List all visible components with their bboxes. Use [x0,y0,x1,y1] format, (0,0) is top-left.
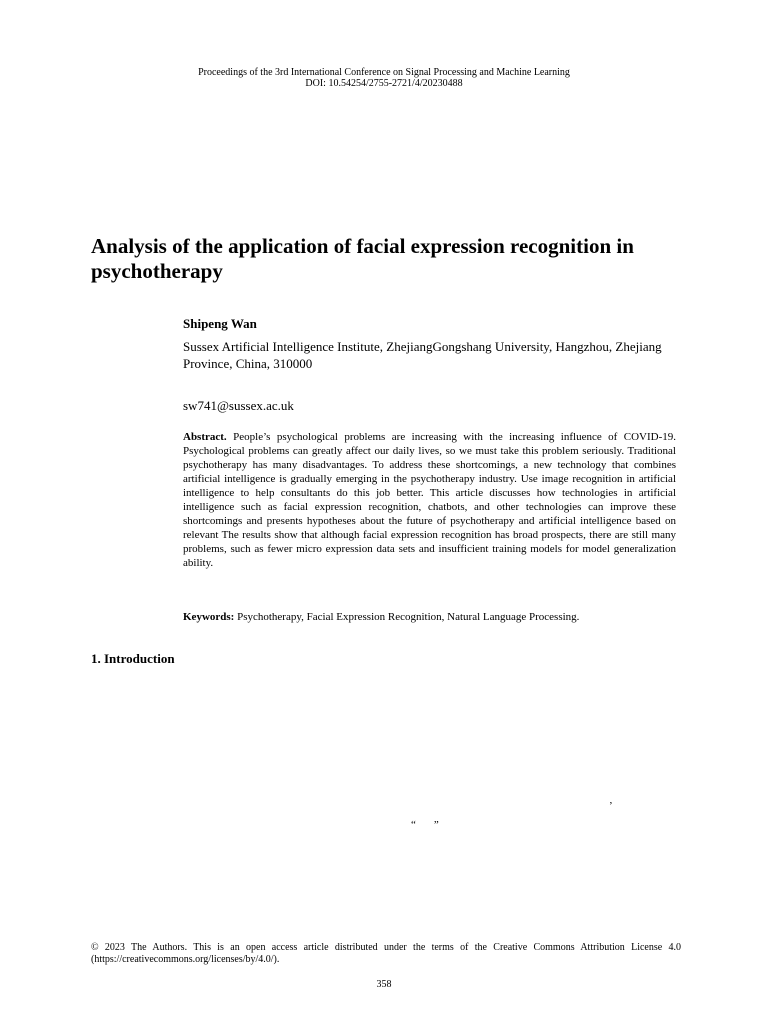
running-header [0,67,768,89]
abstract-label: Abstract. [183,431,227,443]
keywords-label: Keywords: [183,611,235,623]
page-number: 358 [376,979,392,990]
stray-comma-mark: ’ [609,800,613,812]
author-email: sw741@sussex.ac.uk [183,398,294,413]
stray-quote-marks [411,819,439,831]
doi-line: DOI: 10.54254/2755-2721/4/20230488 [305,78,463,89]
paper-title: Analysis of the application of facial expression recognition in psychotherapy [91,234,634,283]
keywords [183,610,676,624]
abstract-text: People’s psychological problems are increasing with the increasing influence of COVID-19. Psychological problems can greatly affect our daily lives, so we must take this problem seriously. Traditional psychotherapy has many disadvantages. To address these shortcomings, a new technology that combines artificial intelligence is gradually emerging in the psychotherapy industry. Use image recognition in artificial intelligence to help consultants do this job better. This article discusses how technologies in artificial intelligence such as facial expression recognition, chatbots, and other technologies can improve these shortcomings and presents hypotheses about the future of psychotherapy and artificial intelligence based on relevant The results show that although facial expression recognition has broad prospects, there are still many problems, such as fewer micro expression data sets and insufficient training models for model generalization ability. [183,431,677,569]
open-quote-mark: “ [411,819,416,831]
keywords-text: Psychotherapy, Facial Expression Recognition, Natural Language Processing. [237,611,580,623]
abstract [183,430,676,570]
author-affiliation: Sussex Artificial Intelligence Institute, ZhejiangGongshang University, Hangzhou, Zhejiang Province, China, 310000 [183,339,662,371]
author-name: Shipeng Wan [183,316,257,331]
close-quote-mark: ” [433,819,439,831]
proceedings-line: Proceedings of the 3rd International Conference on Signal Processing and Machine Learning [198,67,570,78]
section-heading-introduction: 1. Introduction [91,651,175,666]
license-notice: © 2023 The Authors. This is an open access article distributed under the terms of the Creative Commons Attribution License 4.0 (https://creativecommons.org/licenses/by/4.0/). [91,942,681,965]
